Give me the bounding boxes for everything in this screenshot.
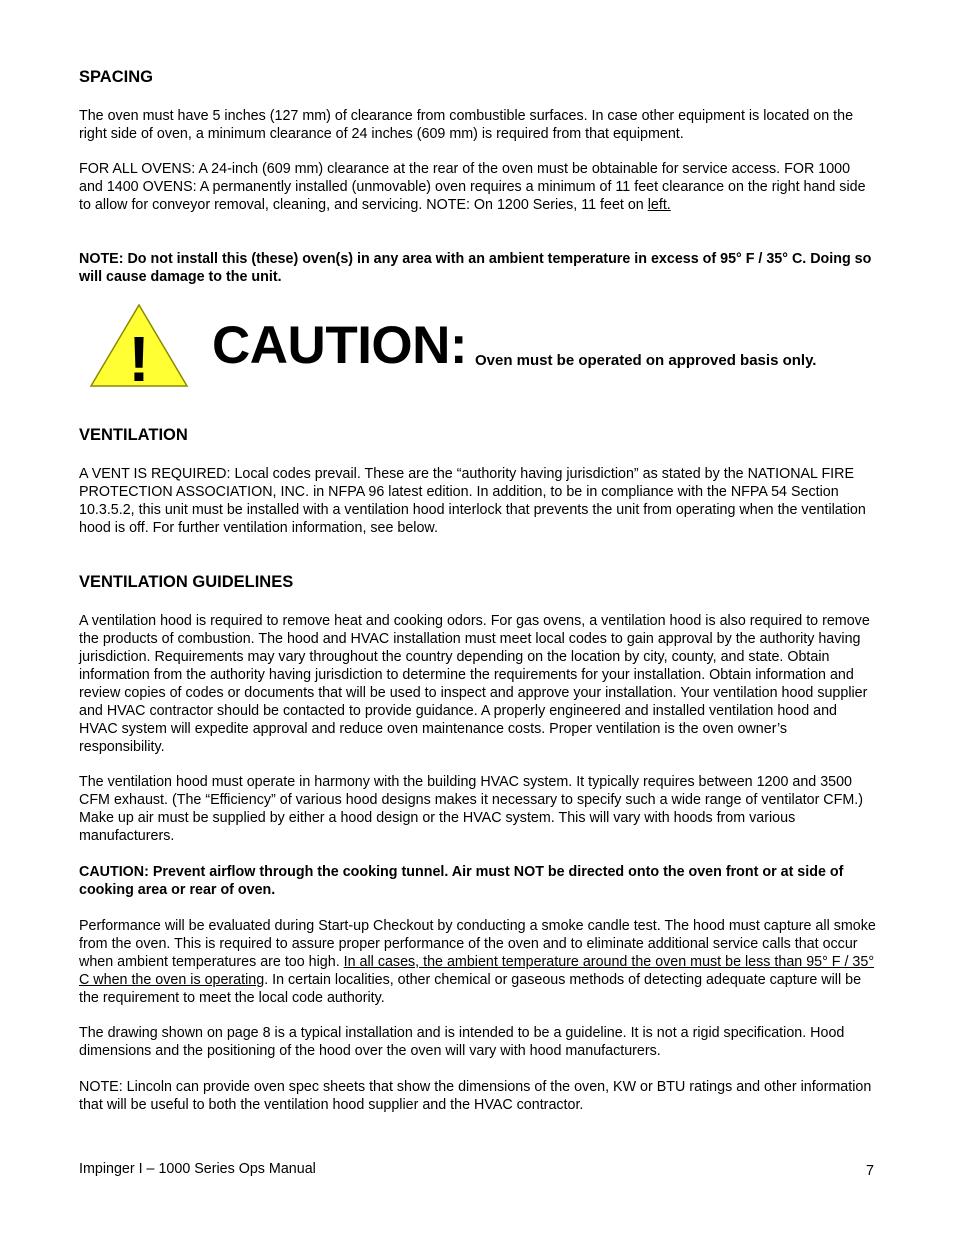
guidelines-paragraph-3-underlined: In all cases, the ambient temperature around the oven must be less than 95° F / 35° C when the oven is operating (79, 954, 875, 988)
warning-exclamation: ! (128, 323, 150, 388)
caution-banner (79, 300, 876, 390)
footer-page-number: 7 (866, 1163, 874, 1179)
spacing-paragraph-2-text: FOR ALL OVENS: A 24-inch (609 mm) clearance at the rear of the oven must be obtainable for service access. FOR 1000 and 1400 OVENS: A permanently installed (unmovable) oven requires a minimum of 11 feet clearance on the right hand side to allow for conveyor removal, cleaning, and servicing. NOTE: On 1200 Series, 11 feet on (79, 161, 866, 213)
ventilation-paragraph: A VENT IS REQUIRED: Local codes prevail. These are the “authority having jurisdiction” as stated by the NATIONAL FIRE PROTECTION ASSOCIATION, INC. in NFPA 96 latest edition. In addition, to be in compliance with the NFPA 54 Section 10.3.5.2, this unit must be installed with a ventilation hood interlock that prevents the unit from operating when the ventilation hood is off. For further ventilation information, see below. (79, 466, 866, 536)
guidelines-heading: VENTILATION GUIDELINES (79, 573, 294, 591)
spacing-paragraph-1: The oven must have 5 inches (127 mm) of clearance from combustible surfaces. In case other equipment is located on the right side of oven, a minimum clearance of 24 inches (609 mm) is required from that equipment. (79, 108, 854, 142)
footer-title: Impinger I – 1000 Series Ops Manual (79, 1161, 316, 1177)
ventilation-heading: VENTILATION (79, 426, 188, 444)
guidelines-paragraph-3-start: Performance will be evaluated during Start-up Checkout by conducting a smoke candle test. The hood must capture all smoke from the oven. This is required to assure proper performance of the oven and to eliminate additional service calls that occur when ambient temperatures are too high. (79, 918, 876, 970)
guidelines-paragraph-3-end: . In certain localities, other chemical or gaseous methods of detecting adequate capture will be the requirement to meet the local code authority. (79, 972, 862, 1006)
spacing-paragraph-2-underlined: left. (647, 197, 671, 213)
guidelines-paragraph-2: The ventilation hood must operate in harmony with the building HVAC system. It typically requires between 1200 and 3500 CFM exhaust. (The “Efficiency” of various hood designs makes it necessary to specify such a wide range of ventilator CFM.) Make up air must be supplied by either a hood design or the HVAC system. This will vary with hoods from various manufacturers. (79, 774, 864, 844)
spacing-heading: SPACING (79, 68, 153, 86)
guidelines-paragraph-3 (79, 917, 876, 1007)
caution-note: Oven must be operated on approved basis only. (475, 352, 817, 369)
caution-word: CAUTION: (212, 316, 468, 375)
spacing-temperature-note: NOTE: Do not install this (these) oven(s) in any area with an ambient temperature in excess of 95° F / 35° C. Doing so will cause damage to the unit. (79, 251, 872, 285)
guidelines-paragraph-4: The drawing shown on page 8 is a typical installation and is intended to be a guideline. It is not a rigid specification. Hood dimensions and the positioning of the hood over the oven will vary with hood manufacturers. (79, 1025, 845, 1059)
warning-triangle-icon (89, 303, 189, 388)
guidelines-paragraph-5: NOTE: Lincoln can provide oven spec sheets that show the dimensions of the oven, KW or BTU ratings and other information that will be useful to both the ventilation hood supplier and the HVAC contractor. (79, 1079, 872, 1113)
spacing-paragraph-2 (79, 160, 876, 214)
guidelines-paragraph-1: A ventilation hood is required to remove heat and cooking odors. For gas ovens, a ventilation hood is also required to remove the products of combustion. The hood and HVAC installation must meet local codes to gain approval by the authority having jurisdiction. Requirements may vary throughout the country depending on the location by city, county, and state. Obtain information from the authority having jurisdiction to determine the requirements for your installation. Obtain information and review copies of codes or documents that will be used to inspect and approve your installation. Your ventilation hood supplier and HVAC contractor should be contacted to provide guidance. A properly engineered and installed ventilation hood and HVAC system will expedite approval and reduce oven maintenance costs. Proper ventilation is the oven owner’s responsibility. (79, 613, 870, 755)
guidelines-caution: CAUTION: Prevent airflow through the cooking tunnel. Air must NOT be directed onto the oven front or at side of cooking area or rear of oven. (79, 864, 844, 898)
